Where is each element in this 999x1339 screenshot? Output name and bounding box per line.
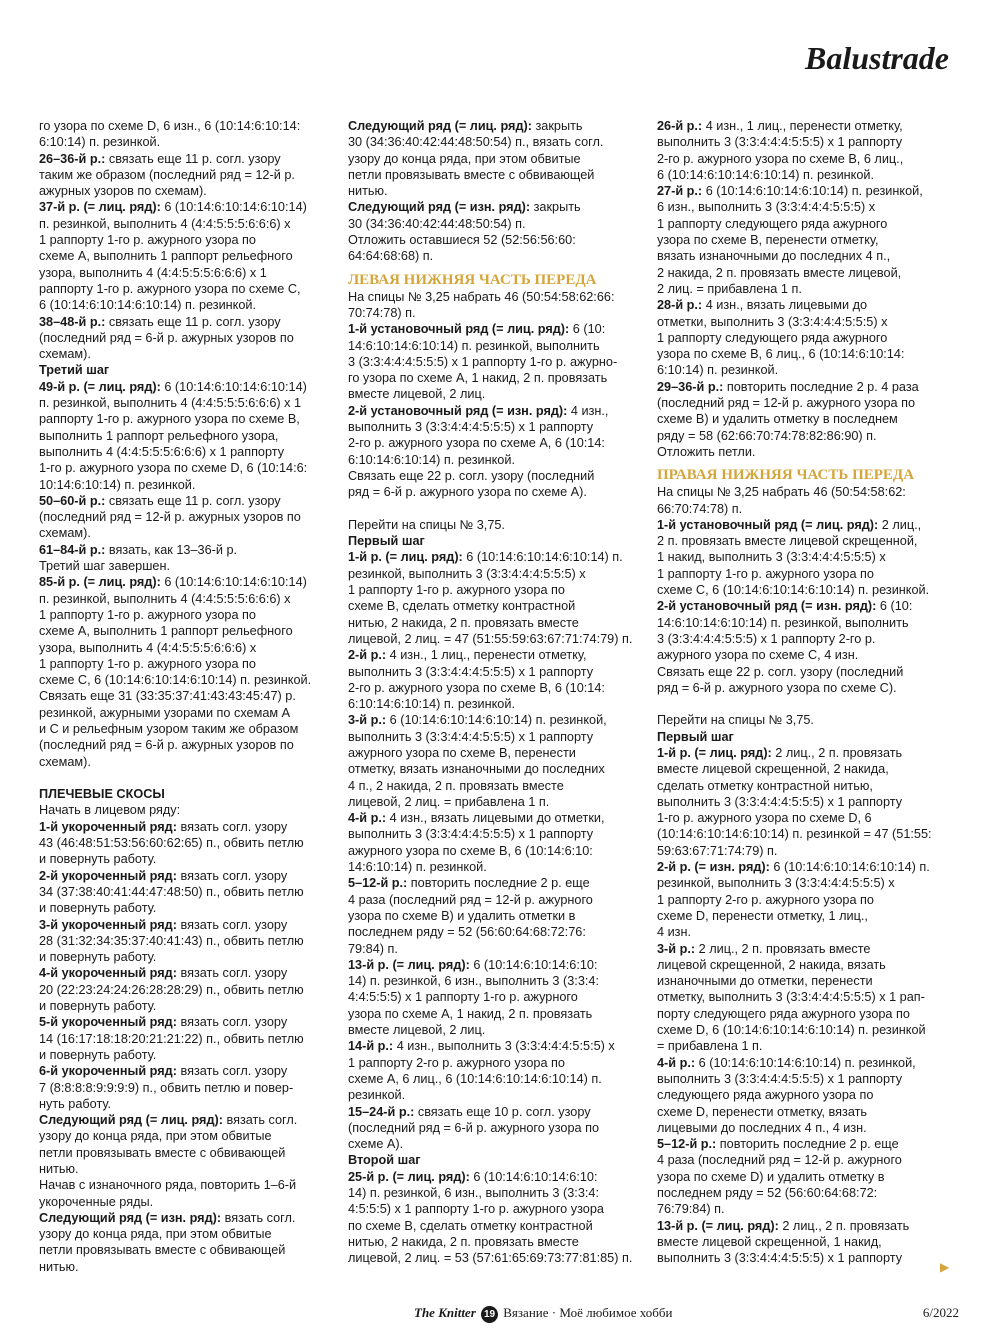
text-line: 26–36-й р.: связать еще 11 р. согл. узору — [39, 151, 281, 166]
text-line: (последний ряд = 12-й р. ажурного узора по — [657, 396, 916, 411]
text-line: 1 раппорту 1-го р. ажурного узора по — [348, 583, 565, 598]
text-line: схеме С, 6 (10:14:6:10:14:6:10:14) п. резинкой. — [39, 673, 312, 688]
text-line: схеме D, перенести отметку, вязать — [657, 1104, 868, 1119]
text-line: 6 изн., выполнить 3 (3:3:4:4:4:5:5:5) х — [657, 200, 876, 215]
text-line: 1-й укороченный ряд: вязать согл. узору — [39, 819, 288, 834]
text-line: 6 (10:14:6:10:14:6:10:14) п. резинкой. — [39, 298, 257, 313]
text-line: ряд = 6-й р. ажурного узора по схеме С). — [657, 680, 897, 695]
text-line: 20 (22:23:24:24:26:28:28:29) п., обвить петлю — [39, 982, 304, 997]
text-line: ряду = 58 (62:66:70:74:78:82:86:90) п. — [657, 428, 877, 443]
text-line: 1-й р. (= лиц. ряд): 6 (10:14:6:10:14:6:10:14) п. — [348, 550, 623, 565]
text-line: схеме А, выполнить 1 раппорт рельефного — [39, 249, 293, 264]
text-line: (последний ряд = 6-й р. ажурных узоров по — [39, 738, 294, 753]
subheading: Первый шаг — [348, 534, 425, 549]
text-line: 14:6:10:14) п. резинкой. — [348, 860, 487, 875]
text-line: последнем ряду = 52 (56:60:64:68:72:76: — [348, 925, 586, 940]
text-line: изнаночными до отметки, перенести — [657, 974, 873, 989]
text-line: 7 (8:8:8:8:9:9:9:9) п., обвить петлю и повер- — [39, 1080, 294, 1095]
text-line: 6:10:14:6:10:14) п. резинкой. — [348, 697, 515, 712]
text-line: 70:74:78) п. — [348, 305, 416, 320]
text-line: 4 изн. — [657, 925, 692, 940]
text-line: (последний ряд = 6-й р. ажурных узоров по — [39, 330, 294, 345]
text-line: ажурного узора по схеме В, 6 (10:14:6:10: — [348, 843, 593, 858]
text-line: укороченные ряды. — [39, 1194, 154, 1209]
text-line: 1-й установочный ряд (= лиц. ряд): 6 (10: — [348, 322, 606, 337]
text-line: Связать еще 31 (33:35:37:41:43:43:45:47) р. — [39, 689, 296, 704]
text-line: и повернуть работу. — [39, 1047, 157, 1062]
text-line: 15–24-й р.: связать еще 10 р. согл. узору — [348, 1104, 591, 1119]
text-line: нитью, 2 накида, 2 п. провязать вместе — [348, 615, 579, 630]
page-footer — [0, 1305, 999, 1325]
text-line: вместе лицевой скрещенной, 1 накид, — [657, 1234, 882, 1249]
text-line: раппорту 1-го р. ажурного узора по схеме В, — [39, 412, 300, 427]
text-line: 49-й р. (= лиц. ряд): 6 (10:14:6:10:14:6:10:14) — [39, 379, 307, 394]
text-line: лицевой, 2 лиц. = 53 (57:61:65:69:73:77:81:85) п. — [348, 1251, 633, 1266]
text-line: го узора по схеме А, 1 накид, 2 п. провязать — [348, 371, 608, 386]
issue-date: 6/2022 — [922, 1305, 959, 1320]
subheading: Первый шаг — [657, 729, 734, 744]
text-line: п. резинкой, выполнить 4 (4:4:5:5:5:6:6:6) х — [39, 591, 291, 606]
text-line: выполнить 3 (3:3:4:4:4:5:5:5) х 1 раппорту — [348, 729, 594, 744]
text-line: Следующий ряд (= изн. ряд): вязать согл. — [39, 1210, 296, 1225]
text-line: петли провязывать вместе с обвивающей — [39, 1145, 286, 1160]
text-line: лицевыми до последних 4 п., 4 изн. — [657, 1120, 867, 1135]
text-line: выполнить 3 (3:3:4:4:4:5:5:5) х 1 раппорту — [348, 827, 594, 842]
text-line: выполнить 3 (3:3:4:4:4:5:5:5) х 1 раппорту — [348, 420, 594, 435]
text-line: (10:14:6:10:14:6:10:14) п. резинкой = 47 (51:55: — [657, 827, 932, 842]
text-line: вместе лицевой, 2 лиц. — [348, 387, 486, 402]
text-line: Перейти на спицы № 3,75. — [348, 517, 505, 532]
text-line: Перейти на спицы № 3,75. — [657, 713, 814, 728]
text-line: 6:10:14) п. резинкой. — [657, 363, 779, 378]
text-line: 79:84) п. — [348, 941, 398, 956]
text-line: Отложить петли. — [657, 444, 756, 459]
text-line: узору до конца ряда, при этом обвитые — [348, 151, 581, 166]
text-line: 6:10:14:6:10:14) п. резинкой. — [348, 452, 515, 467]
footer-magazine — [414, 1305, 672, 1323]
text-line: 1 раппорту 2-го р. ажурного узора по — [348, 1055, 565, 1070]
text-line: схемам). — [39, 347, 91, 362]
spacer — [348, 501, 640, 517]
text-line: 1 раппорту 1-го р. ажурного узора по — [39, 233, 256, 248]
text-line: отметку, вязать изнаночными до последних — [348, 762, 605, 777]
text-line: Отложить оставшиеся 52 (52:56:56:60: — [348, 233, 576, 248]
text-line: Следующий ряд (= изн. ряд): закрыть — [348, 200, 581, 215]
text-line: 43 (46:48:51:53:56:60:62:65) п., обвить петлю — [39, 836, 304, 851]
text-line: 25-й р. (= лиц. ряд): 6 (10:14:6:10:14:6:10: — [348, 1169, 598, 1184]
text-line: п. резинкой, выполнить 4 (4:4:5:5:5:6:6:6) х 1 — [39, 396, 302, 411]
text-column-2 — [348, 118, 640, 1266]
text-line: 14:6:10:14:6:10:14) п. резинкой, выполнить — [657, 615, 909, 630]
text-line: 50–60-й р.: связать еще 11 р. согл. узору — [39, 493, 281, 508]
text-line: схемам). — [39, 754, 91, 769]
text-line: Начав с изнаночного ряда, повторить 1–6-й — [39, 1178, 297, 1193]
text-line: 26-й р.: 4 изн., 1 лиц., перенести отметку, — [657, 119, 903, 133]
text-line: и повернуть работу. — [39, 999, 157, 1014]
text-line: 6-й укороченный ряд: вязать согл. узору — [39, 1064, 288, 1079]
text-line: Следующий ряд (= лиц. ряд): вязать согл. — [39, 1113, 298, 1128]
text-line: 6:10:14) п. резинкой. — [39, 135, 161, 150]
text-line: схемам). — [39, 526, 91, 541]
text-line: 5–12-й р.: повторить последние 2 р. еще — [657, 1137, 899, 1152]
text-line: 64:64:68:68) п. — [348, 249, 434, 264]
text-line: 3 (3:3:4:4:4:5:5:5) х 1 раппорту 2-го р. — [657, 631, 876, 646]
text-line: На спицы № 3,25 набрать 46 (50:54:58:62:66: — [348, 289, 615, 304]
text-line: отметку, выполнить 3 (3:3:4:4:4:5:5:5) х 1 рап- — [657, 990, 925, 1005]
text-line: 2-го р. ажурного узора по схеме В, 6 (10:14: — [348, 680, 605, 695]
text-line: вязать изнаночными до последних 4 п., — [657, 249, 891, 264]
text-line: нитью. — [39, 1162, 79, 1176]
text-line: п. резинкой, выполнить 4 (4:4:5:5:5:6:6:6) х — [39, 216, 291, 231]
text-line: 2-й установочный ряд (= изн. ряд): 6 (10: — [657, 599, 913, 614]
text-line: узора по схеме В, перенести отметку, — [657, 233, 879, 248]
text-line: 1-й установочный ряд (= лиц. ряд): 2 лиц., — [657, 517, 922, 532]
text-line: порту следующего ряда ажурного узора по — [657, 1006, 910, 1021]
text-line: Связать еще 22 р. согл. узору (последний — [348, 468, 595, 483]
text-line: 28 (31:32:34:35:37:40:41:43) п., обвить петлю — [39, 933, 304, 948]
text-line: узору до конца ряда, при этом обвитые — [39, 1227, 272, 1242]
spacer — [657, 696, 955, 712]
text-line: петли провязывать вместе с обвивающей — [348, 167, 595, 182]
text-line: сделать отметку контрастной нитью, — [657, 778, 873, 793]
text-line: Связать еще 22 р. согл. узору (последний — [657, 664, 904, 679]
page-title: Balustrade — [804, 40, 949, 76]
text-line: нитью. — [348, 184, 388, 199]
text-line: нуть работу. — [39, 1096, 112, 1111]
spacer — [39, 770, 329, 786]
text-line: выполнить 1 раппорт рельефного узора, — [39, 428, 279, 443]
text-line: резинкой, ажурными узорами по схемам А — [39, 705, 291, 720]
text-line: вместе лицевой, 2 лиц. — [348, 1023, 486, 1038]
text-line: 2-й р. (= изн. ряд): 6 (10:14:6:10:14:6:10:14) п. — [657, 860, 930, 875]
text-line: 13-й р. (= лиц. ряд): 2 лиц., 2 п. провязать — [657, 1218, 910, 1233]
text-line: 2 накида, 2 п. провязать вместе лицевой, — [657, 265, 902, 280]
text-line: 4 п., 2 накида, 2 п. провязать вместе — [348, 778, 564, 793]
text-line: таким же образом (последний ряд = 12-й р. — [39, 167, 295, 182]
page-number: 19 — [481, 1306, 498, 1323]
text-line: 29–36-й р.: повторить последние 2 р. 4 раза — [657, 379, 919, 394]
text-line: Третий шаг завершен. — [39, 559, 170, 574]
text-line: выполнить 3 (3:3:4:4:4:5:5:5) х 1 раппорту — [657, 794, 903, 809]
text-line: 27-й р.: 6 (10:14:6:10:14:6:10:14) п. резинкой, — [657, 184, 923, 199]
text-line: 14) п. резинкой, 6 изн., выполнить 3 (3:3:4: — [348, 1186, 599, 1200]
text-line: На спицы № 3,25 набрать 46 (50:54:58:62: — [657, 485, 906, 500]
subheading: Второй шаг — [348, 1153, 421, 1168]
text-line: раппорту 1-го р. ажурного узора по схеме С, — [39, 281, 301, 296]
text-line: 37-й р. (= лиц. ряд): 6 (10:14:6:10:14:6:10:14) — [39, 200, 307, 215]
text-line: 6 (10:14:6:10:14:6:10:14) п. резинкой. — [657, 167, 875, 182]
text-line: схеме D, 6 (10:14:6:10:14:6:10:14) п. резинкой — [657, 1023, 926, 1038]
text-line: 1 накид, выполнить 3 (3:3:4:4:4:5:5:5) х — [657, 550, 886, 565]
text-line: 10:14:6:10:14) п. резинкой. — [39, 477, 196, 492]
text-line: 2 лиц. = прибавлена 1 п. — [657, 281, 802, 296]
text-line: 1 раппорту 1-го р. ажурного узора по — [657, 566, 874, 581]
text-line: схеме В) и удалить отметку в последнем — [657, 412, 898, 427]
text-line: вместе лицевой скрещенной, 2 накида, — [657, 762, 889, 777]
text-line: ажурных узоров по схемам). — [39, 184, 207, 199]
text-line: схеме А, 6 лиц., 6 (10:14:6:10:14:6:10:14) п. — [348, 1071, 602, 1086]
text-line: Начать в лицевом ряду: — [39, 803, 181, 818]
text-line: резинкой, выполнить 3 (3:3:4:4:4:5:5:5) х — [348, 566, 586, 581]
magazine-name: The Knitter — [414, 1305, 476, 1320]
text-line: 30 (34:36:40:42:44:48:50:54) п. — [348, 216, 526, 231]
text-line: 38–48-й р.: связать еще 11 р. согл. узору — [39, 314, 281, 329]
text-line: узора по схеме В) и удалить отметки в — [348, 908, 576, 923]
text-line: ажурного узора по схеме В, перенести — [348, 745, 576, 760]
text-line: 4:5:5:5) х 1 раппорту 1-го р. ажурного узора — [348, 1202, 604, 1217]
text-line: ажурного узора по схеме С, 4 изн. — [657, 648, 859, 663]
text-line: лицевой, 2 лиц. = прибавлена 1 п. — [348, 794, 550, 809]
continue-arrow-icon: ▶ — [940, 1260, 950, 1274]
section-heading: ПРАВАЯ НИЖНЯЯ ЧАСТЬ ПЕРЕДА — [657, 467, 915, 484]
text-line: 2-го р. ажурного узора по схеме В, 6 лиц., — [657, 151, 904, 166]
text-line: 3-й укороченный ряд: вязать согл. узору — [39, 917, 288, 932]
text-line: выполнить 3 (3:3:4:4:4:5:5:5) х 1 раппорту — [657, 135, 903, 150]
text-line: 1 раппорту 1-го р. ажурного узора по — [39, 607, 256, 622]
text-line: 4-й укороченный ряд: вязать согл. узору — [39, 966, 288, 981]
text-line: 4 раза (последний ряд = 12-й р. ажурного — [657, 1153, 902, 1168]
text-line: выполнить 4 (4:4:5:5:5:6:6:6) х 1 раппорту — [39, 444, 285, 459]
text-line: отметки, выполнить 3 (3:3:4:4:4:5:5:5) х — [657, 314, 888, 329]
text-line: выполнить 3 (3:3:4:4:4:5:5:5) х 1 раппорту — [348, 664, 594, 679]
text-line: 4-й р.: 6 (10:14:6:10:14:6:10:14) п. резинкой, — [657, 1055, 916, 1070]
text-line: 3-й р.: 6 (10:14:6:10:14:6:10:14) п. резинкой, — [348, 713, 607, 728]
text-line: узора по схеме В, 6 лиц., 6 (10:14:6:10:14: — [657, 347, 905, 362]
text-line: 2-й укороченный ряд: вязать согл. узору — [39, 868, 288, 883]
text-column-3 — [657, 118, 955, 1266]
text-line: и повернуть работу. — [39, 950, 157, 965]
text-line: Следующий ряд (= лиц. ряд): закрыть — [348, 119, 583, 133]
text-line: по схеме В, сделать отметку контрастной — [348, 1218, 593, 1233]
text-line: 5-й укороченный ряд: вязать согл. узору — [39, 1015, 288, 1030]
magazine-tagline: Вязание · Моё любимое хобби — [503, 1305, 673, 1320]
text-column-1 — [39, 118, 329, 1275]
text-line: узора по схеме D) и удалить отметку в — [657, 1169, 885, 1184]
text-line: последнем ряду = 52 (56:60:64:68:72: — [657, 1186, 878, 1200]
text-line: (последний ряд = 6-й р. ажурного узора по — [348, 1120, 600, 1135]
text-line: 14:6:10:14:6:10:14) п. резинкой, выполнить — [348, 338, 600, 353]
text-line: 2-й установочный ряд (= изн. ряд): 4 изн., — [348, 403, 609, 418]
text-line: 61–84-й р.: вязать, как 13–36-й р. — [39, 542, 238, 557]
text-line: схеме В, сделать отметку контрастной — [348, 599, 576, 614]
text-line: нитью. — [39, 1259, 79, 1274]
text-line: выполнить 3 (3:3:4:4:4:5:5:5) х 1 раппорту — [657, 1071, 903, 1086]
text-line: и повернуть работу. — [39, 901, 157, 916]
text-line: лицевой, 2 лиц. = 47 (51:55:59:63:67:71:74:79) п. — [348, 631, 633, 646]
text-line: 34 (37:38:40:41:44:47:48:50) п., обвить петлю — [39, 884, 304, 899]
text-line: 66:70:74:78) п. — [657, 501, 743, 516]
text-line: узору до конца ряда, при этом обвитые — [39, 1129, 272, 1144]
text-line: схеме С, 6 (10:14:6:10:14:6:10:14) п. резинкой. — [657, 583, 930, 598]
subheading: Третий шаг — [39, 363, 110, 378]
text-line: 4:4:5:5:5) х 1 раппорту 1-го р. ажурного — [348, 990, 578, 1005]
text-line: 4 раза (последний ряд = 12-й р. ажурного — [348, 892, 593, 907]
text-line: 3-й р.: 2 лиц., 2 п. провязать вместе — [657, 941, 871, 956]
text-line: 3 (3:3:4:4:4:5:5:5) х 1 раппорту 1-го р. ажурно- — [348, 354, 618, 369]
text-line: следующего ряда ажурного узора по — [657, 1088, 874, 1103]
text-line: го узора по схеме D, 6 изн., 6 (10:14:6:10:14: — [39, 119, 301, 133]
text-line: узора, выполнить 4 (4:4:5:5:5:6:6:6) х 1 — [39, 265, 267, 280]
text-line: 13-й р. (= лиц. ряд): 6 (10:14:6:10:14:6:10: — [348, 957, 598, 972]
text-line: 14) п. резинкой, 6 изн., выполнить 3 (3:3:4: — [348, 974, 599, 989]
text-line: 28-й р.: 4 изн., вязать лицевыми до — [657, 298, 868, 313]
text-line: схеме D, перенести отметку, 1 лиц., — [657, 908, 868, 923]
section-heading: ЛЕВАЯ НИЖНЯЯ ЧАСТЬ ПЕРЕДА — [348, 271, 597, 288]
text-line: схеме А, выполнить 1 раппорт рельефного — [39, 624, 293, 639]
text-line: резинкой, выполнить 3 (3:3:4:4:4:5:5:5) х — [657, 876, 895, 891]
text-line: 14-й р.: 4 изн., выполнить 3 (3:3:4:4:4:5:5:5) х — [348, 1039, 615, 1054]
text-line: 1-го р. ажурного узора по схеме D, 6 — [657, 811, 872, 826]
text-line: 1-го р. ажурного узора по схеме D, 6 (10:14:6: — [39, 461, 308, 476]
text-line: 5–12-й р.: повторить последние 2 р. еще — [348, 876, 590, 891]
text-line: = прибавлена 1 п. — [657, 1039, 763, 1054]
text-line: лицевой скрещенной, 2 накида, вязать — [657, 957, 886, 972]
text-line: 2-го р. ажурного узора по схеме А, 6 (10:14: — [348, 436, 605, 451]
text-line: выполнить 3 (3:3:4:4:4:5:5:5) х 1 раппорту — [657, 1251, 903, 1266]
text-line: петли провязывать вместе с обвивающей — [39, 1243, 286, 1258]
text-line: узора по схеме А, 1 накид, 2 п. провязать — [348, 1006, 593, 1021]
text-line: ряд = 6-й р. ажурного узора по схеме А). — [348, 485, 587, 500]
text-line: (последний ряд = 12-й р. ажурных узоров по — [39, 510, 301, 525]
text-line: 2 п. провязать вместе лицевой скрещенной, — [657, 534, 918, 549]
text-line: 1-й р. (= лиц. ряд): 2 лиц., 2 п. провязать — [657, 745, 903, 760]
text-line: 85-й р. (= лиц. ряд): 6 (10:14:6:10:14:6:10:14) — [39, 575, 307, 590]
text-line: 1 раппорту следующего ряда ажурного — [657, 330, 888, 345]
text-line: 1 раппорту 2-го р. ажурного узора по — [657, 892, 874, 907]
text-line: 30 (34:36:40:42:44:48:50:54) п., вязать согл. — [348, 135, 604, 150]
text-line: и повернуть работу. — [39, 852, 157, 867]
text-line: схеме А). — [348, 1137, 404, 1152]
text-line: 14 (16:17:18:18:20:21:21:22) п., обвить петлю — [39, 1031, 304, 1046]
text-line: узора, выполнить 4 (4:4:5:5:5:6:6:6) х — [39, 640, 257, 655]
text-line: нитью, 2 накида, 2 п. провязать вместе — [348, 1234, 579, 1249]
text-line: и С и рельефным узором таким же образом — [39, 721, 299, 736]
text-line: 1 раппорту следующего ряда ажурного — [657, 216, 888, 231]
subheading: ПЛЕЧЕВЫЕ СКОСЫ — [39, 787, 165, 802]
text-line: 4-й р.: 4 изн., вязать лицевыми до отметки, — [348, 811, 605, 826]
text-line: 1 раппорту 1-го р. ажурного узора по — [39, 656, 256, 671]
text-line: 59:63:67:71:74:79) п. — [657, 843, 778, 858]
text-line: 2-й р.: 4 изн., 1 лиц., перенести отметку, — [348, 648, 587, 663]
text-line: резинкой. — [348, 1088, 406, 1103]
text-line: 76:79:84) п. — [657, 1202, 725, 1217]
